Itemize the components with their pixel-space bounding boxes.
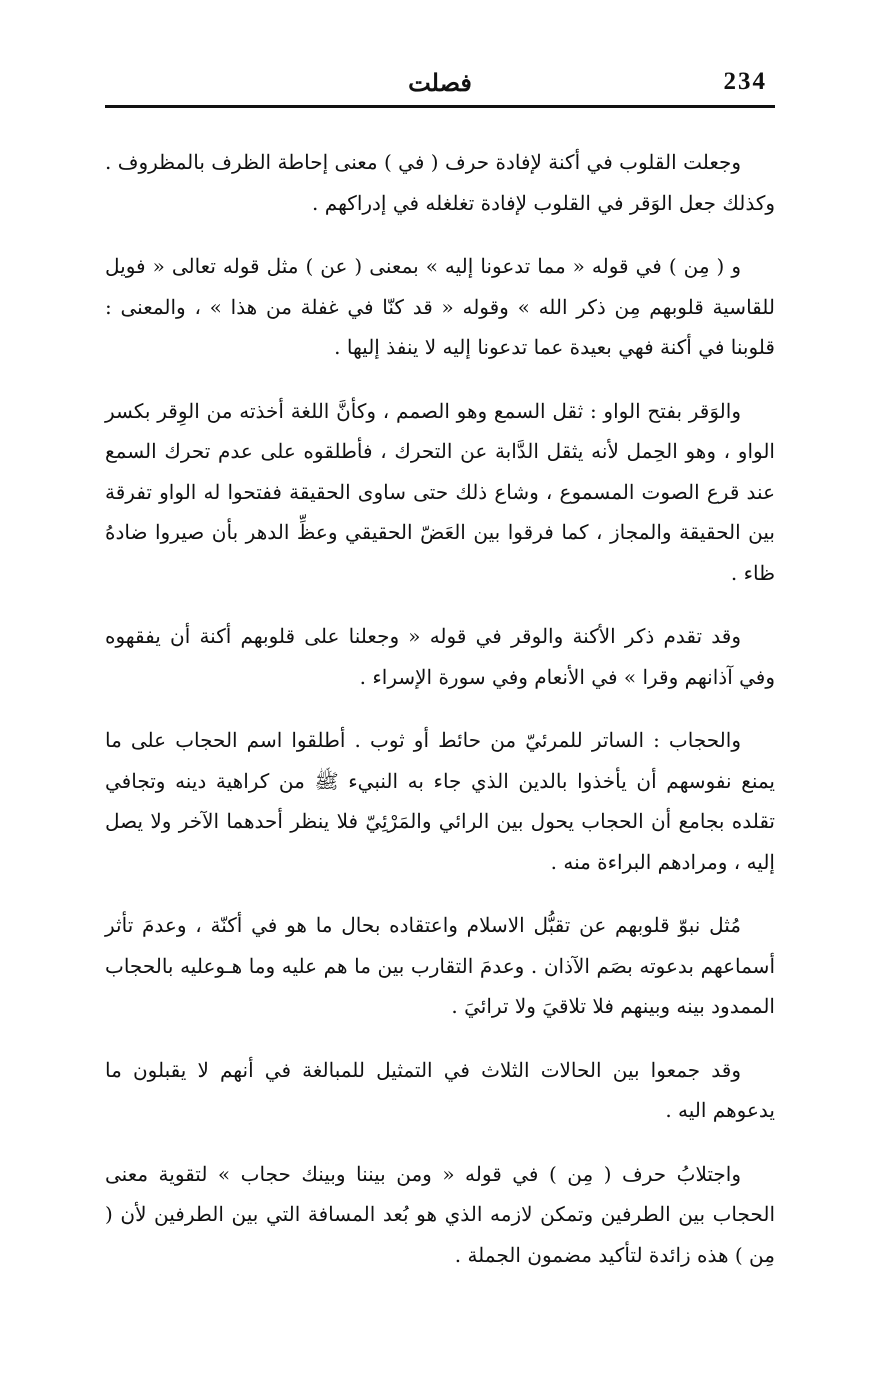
running-title: فصلت — [408, 68, 472, 97]
paragraph: واجتلابُ حرف ( مِن ) في قوله « ومن بيننا وبينك حجاب » لتقوية معنى الحجاب بين الطرفين وتمكن لازمه الذي هو بُعد المسافة التي بين الطرفين لأن ( مِن ) هذه زائدة لتأكيد مضمون الجملة . — [105, 1161, 775, 1267]
page-body — [105, 142, 775, 1298]
page-header — [105, 62, 775, 104]
paragraph: وقد تقدم ذكر الأكنة والوقر في قوله « وجعلنا على قلوبهم أكنة أن يفقهوه وفي آذانهم وقرا » في الأنعام وفي سورة الإسراء . — [105, 624, 775, 689]
paragraph: وجعلت القلوب في أكنة لإفادة حرف ( في ) معنى إحاطة الظرف بالمظروف . وكذلك جعل الوَقر في القلوب لإفادة تغلغله في إدراكهم . — [105, 150, 775, 215]
paragraph: مُثل نبوّ قلوبهم عن تقبُّل الاسلام واعتقاده بحال ما هو في أكنّة ، وعدمَ تأثر أسماعهم بدعوته بصَم الآذان . وعدمَ التقارب بين ما هم عليه وما هـوعليه بالحجاب الممدود بينه وبينهم فلا تلاقيَ ولا ترائيَ . — [105, 913, 775, 1018]
paragraph: وقد جمعوا بين الحالات الثلاث في التمثيل للمبالغة في أنهم لا يقبلون ما يدعوهم اليه . — [105, 1057, 775, 1122]
page-number: 234 — [723, 68, 767, 95]
paragraph: والوَقر بفتح الواو : ثقل السمع وهو الصمم ، وكأنَّ اللغة أخذته من الوِقر بكسر الواو ، وهو الحِمل لأنه يثقل الدَّابة عن التحرك ، فأطلقوه على عدم تحرك السمع عند قرع الصوت المسموع ، وشاع ذلك حتى ساوى الحقيقة ففتحوا له الواو تفرقة بين الحقيقة والمجاز ، كما فرقوا بين العَضّ الحقيقي وعظِّ الدهر بأن صيروا ضادهُ ظاء . — [105, 398, 775, 585]
header-rule — [105, 105, 775, 108]
paragraph: و ( مِن ) في قوله « مما تدعونا إليه » بمعنى ( عن ) مثل قوله تعالى « فويل للقاسية قلوبهم مِن ذكر الله » وقوله « قد كنّا في غفلة من هذا » ، والمعنى : قلوبنا في أكنة فهي بعيدة عما تدعونا إليه لا ينفذ إليها . — [105, 254, 775, 359]
paragraph: والحجاب : الساتر للمرئيّ من حائط أو ثوب . أطلقوا اسم الحجاب على ما يمنع نفوسهم أن يأخذوا بالدين الذي جاء به النبيء ﷺ من كراهية دينه وتجافي تقلده بجامع أن الحجاب يحول بين الرائي والمَرْئِيّ فلا ينظر أحدهما الآخر ولا يصل إليه ، ومرادهم البراءة منه . — [105, 728, 775, 874]
